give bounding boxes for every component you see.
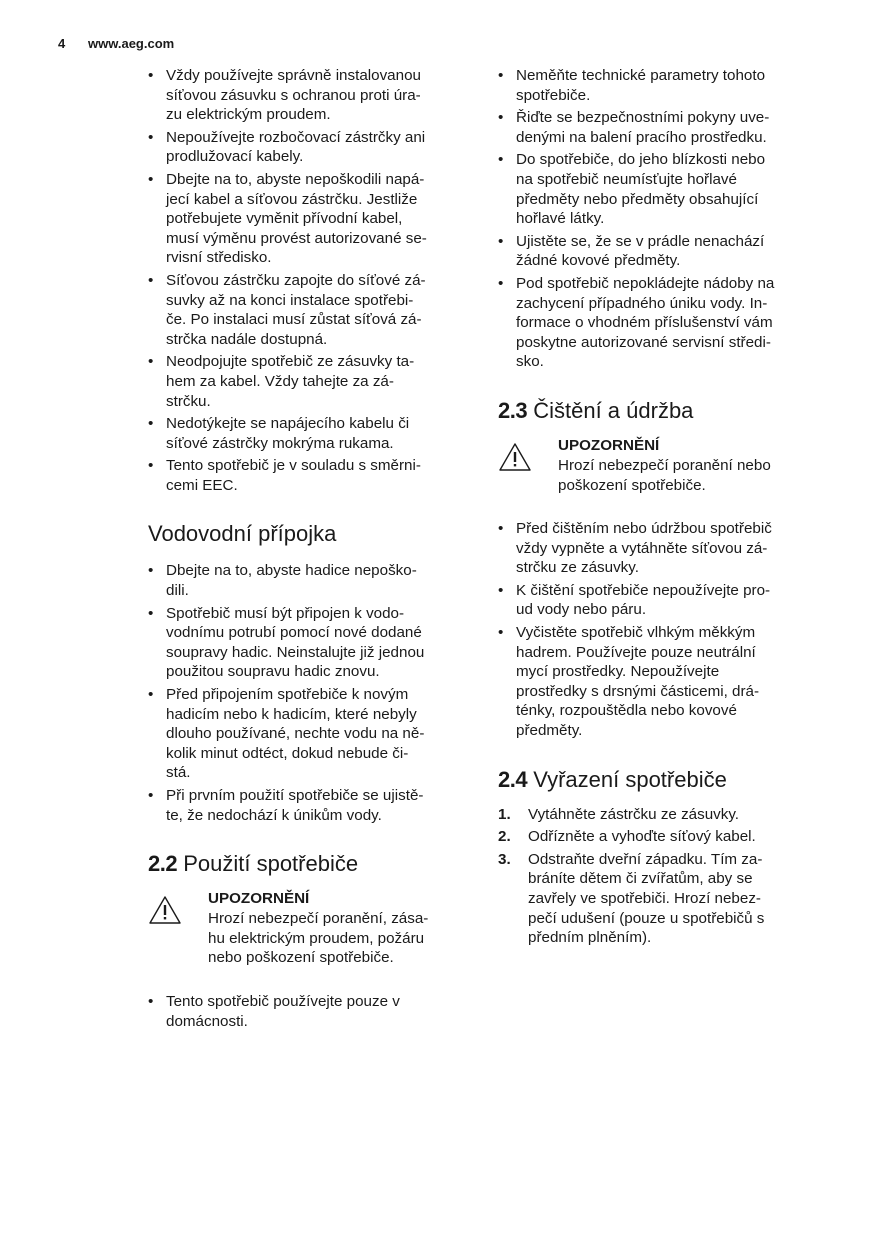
warning-box	[148, 889, 473, 968]
list-item: • Při prvním použití spotřebiče se ujistě- te, že nedochází k únikům vody.	[148, 786, 473, 825]
list-item: • Řiďte se bezpečnostními pokyny uve- denými na balení pracího prostředku.	[498, 108, 823, 147]
cleaning-list	[498, 519, 823, 741]
left-column	[148, 66, 473, 1034]
list-item: • Neměňte technické parametry tohoto spotřebiče.	[498, 66, 823, 105]
step-number: 2.	[498, 828, 511, 846]
section-title: Použití spotřebiče	[183, 851, 359, 877]
warning-text: Hrozí nebezpečí poranění nebo poškození spotřebiče.	[558, 456, 771, 494]
list-item	[498, 827, 823, 847]
warning-title: UPOZORNĚNÍ	[208, 890, 310, 908]
list-item: • Síťovou zástrčku zapojte do síťové zá- suvky až na konci instalace spotřebi- če. Po instalaci musí zůstat síťová zá- strčka nadále dostupná.	[148, 271, 473, 349]
list-item	[498, 850, 823, 948]
water-connection-heading: Vodovodní přípojka	[148, 521, 337, 547]
safety-list-left	[148, 66, 473, 495]
section-2-4-heading	[498, 767, 823, 793]
step-number: 1.	[498, 805, 511, 823]
warning-triangle-icon	[148, 895, 182, 925]
safety-list-right	[498, 66, 823, 372]
water-connection-list	[148, 561, 473, 825]
warning-box	[498, 436, 823, 495]
list-item: • Před připojením spotřebiče k novým hadicím nebo k hadicím, které nebyly dlouho používané, nechte vodu na ně- kolik minut odtéct, dokud nebude či- stá.	[148, 685, 473, 783]
section-2-2-heading	[148, 851, 473, 877]
list-item: • Před čištěním nebo údržbou spotřebič vždy vypněte a vytáhněte síťovou zá- strčku ze zásuvky.	[498, 519, 823, 578]
warning-triangle-icon	[498, 442, 532, 472]
step-number: 3.	[498, 850, 511, 868]
page-header	[58, 36, 174, 51]
list-item: • Ujistěte se, že se v prádle nenachází žádné kovové předměty.	[498, 232, 823, 271]
list-item: • Dbejte na to, abyste nepoškodili napá- jecí kabel a síťovou zástrčku. Jestliže potřebujete vyměnit přívodní kabel, musí výměnu provést autorizované se- rvisní středisko.	[148, 170, 473, 268]
list-item: • K čištění spotřebiče nepoužívejte pro- ud vody nebo páru.	[498, 581, 823, 620]
page-number: 4	[58, 36, 66, 51]
list-item: • Spotřebič musí být připojen k vodo- vodnímu potrubí pomocí nové dodané soupravy hadic. Neinstalujte již jednou použitou soupravu hadic znovu.	[148, 604, 473, 682]
list-item: • Dbejte na to, abyste hadice nepoško- dili.	[148, 561, 473, 600]
section-number: 2.3	[498, 397, 528, 423]
disposal-steps	[498, 805, 823, 948]
warning-title: UPOZORNĚNÍ	[558, 436, 660, 454]
list-item: • Nedotýkejte se napájecího kabelu či síťové zástrčky mokrýma rukama.	[148, 414, 473, 453]
section-2-3-heading	[498, 398, 823, 424]
step-text: Vytáhněte zástrčku ze zásuvky.	[528, 805, 740, 823]
section-number: 2.4	[498, 766, 528, 792]
list-item: • Neodpojujte spotřebič ze zásuvky ta- hem za kabel. Vždy tahejte za zá- strčku.	[148, 352, 473, 411]
step-text: Odstraňte dveřní západku. Tím za- bráníte dětem či zvířatům, aby se zavřely ve spotřebiči. Hrozí nebez- pečí udušení (pouze u spotřebičů s předním plněním).	[528, 850, 765, 947]
list-item: • Do spotřebiče, do jeho blízkosti nebo na spotřebič neumísťujte hořlavé předměty nebo předměty obsahující hořlavé látky.	[498, 150, 823, 228]
list-item: • Tento spotřebič je v souladu s směrni- cemi EEC.	[148, 456, 473, 495]
step-text: Odřízněte a vyhoďte síťový kabel.	[528, 828, 756, 846]
section-title: Čištění a údržba	[533, 397, 694, 423]
list-item: • Pod spotřebič nepokládejte nádoby na zachycení případného úniku vody. In- formace o vhodném příslušenství vám poskytne autorizované servisní středi- sko.	[498, 274, 823, 372]
list-item	[498, 805, 823, 825]
list-item: • Vyčistěte spotřebič vlhkým měkkým hadrem. Používejte pouze neutrální mycí prostředky. Nepoužívejte prostředky s drsnými částicemi, drá- ténky, rozpouštědla nebo kovové předměty.	[498, 623, 823, 741]
warning-text: Hrozí nebezpečí poranění, zása- hu elektrickým proudem, požáru nebo poškození spotřebiče.	[208, 910, 429, 967]
section-title: Vyřazení spotřebiče	[533, 766, 727, 792]
list-item: • Nepoužívejte rozbočovací zástrčky ani prodlužovací kabely.	[148, 128, 473, 167]
usage-list	[148, 992, 473, 1031]
list-item: • Vždy používejte správně instalovanou síťovou zásuvku s ochranou proti úra- zu elektrickým proudem.	[148, 66, 473, 125]
list-item: • Tento spotřebič používejte pouze v domácnosti.	[148, 992, 473, 1031]
site-url: www.aeg.com	[88, 36, 175, 51]
section-number: 2.2	[148, 851, 178, 877]
right-column	[498, 66, 823, 951]
